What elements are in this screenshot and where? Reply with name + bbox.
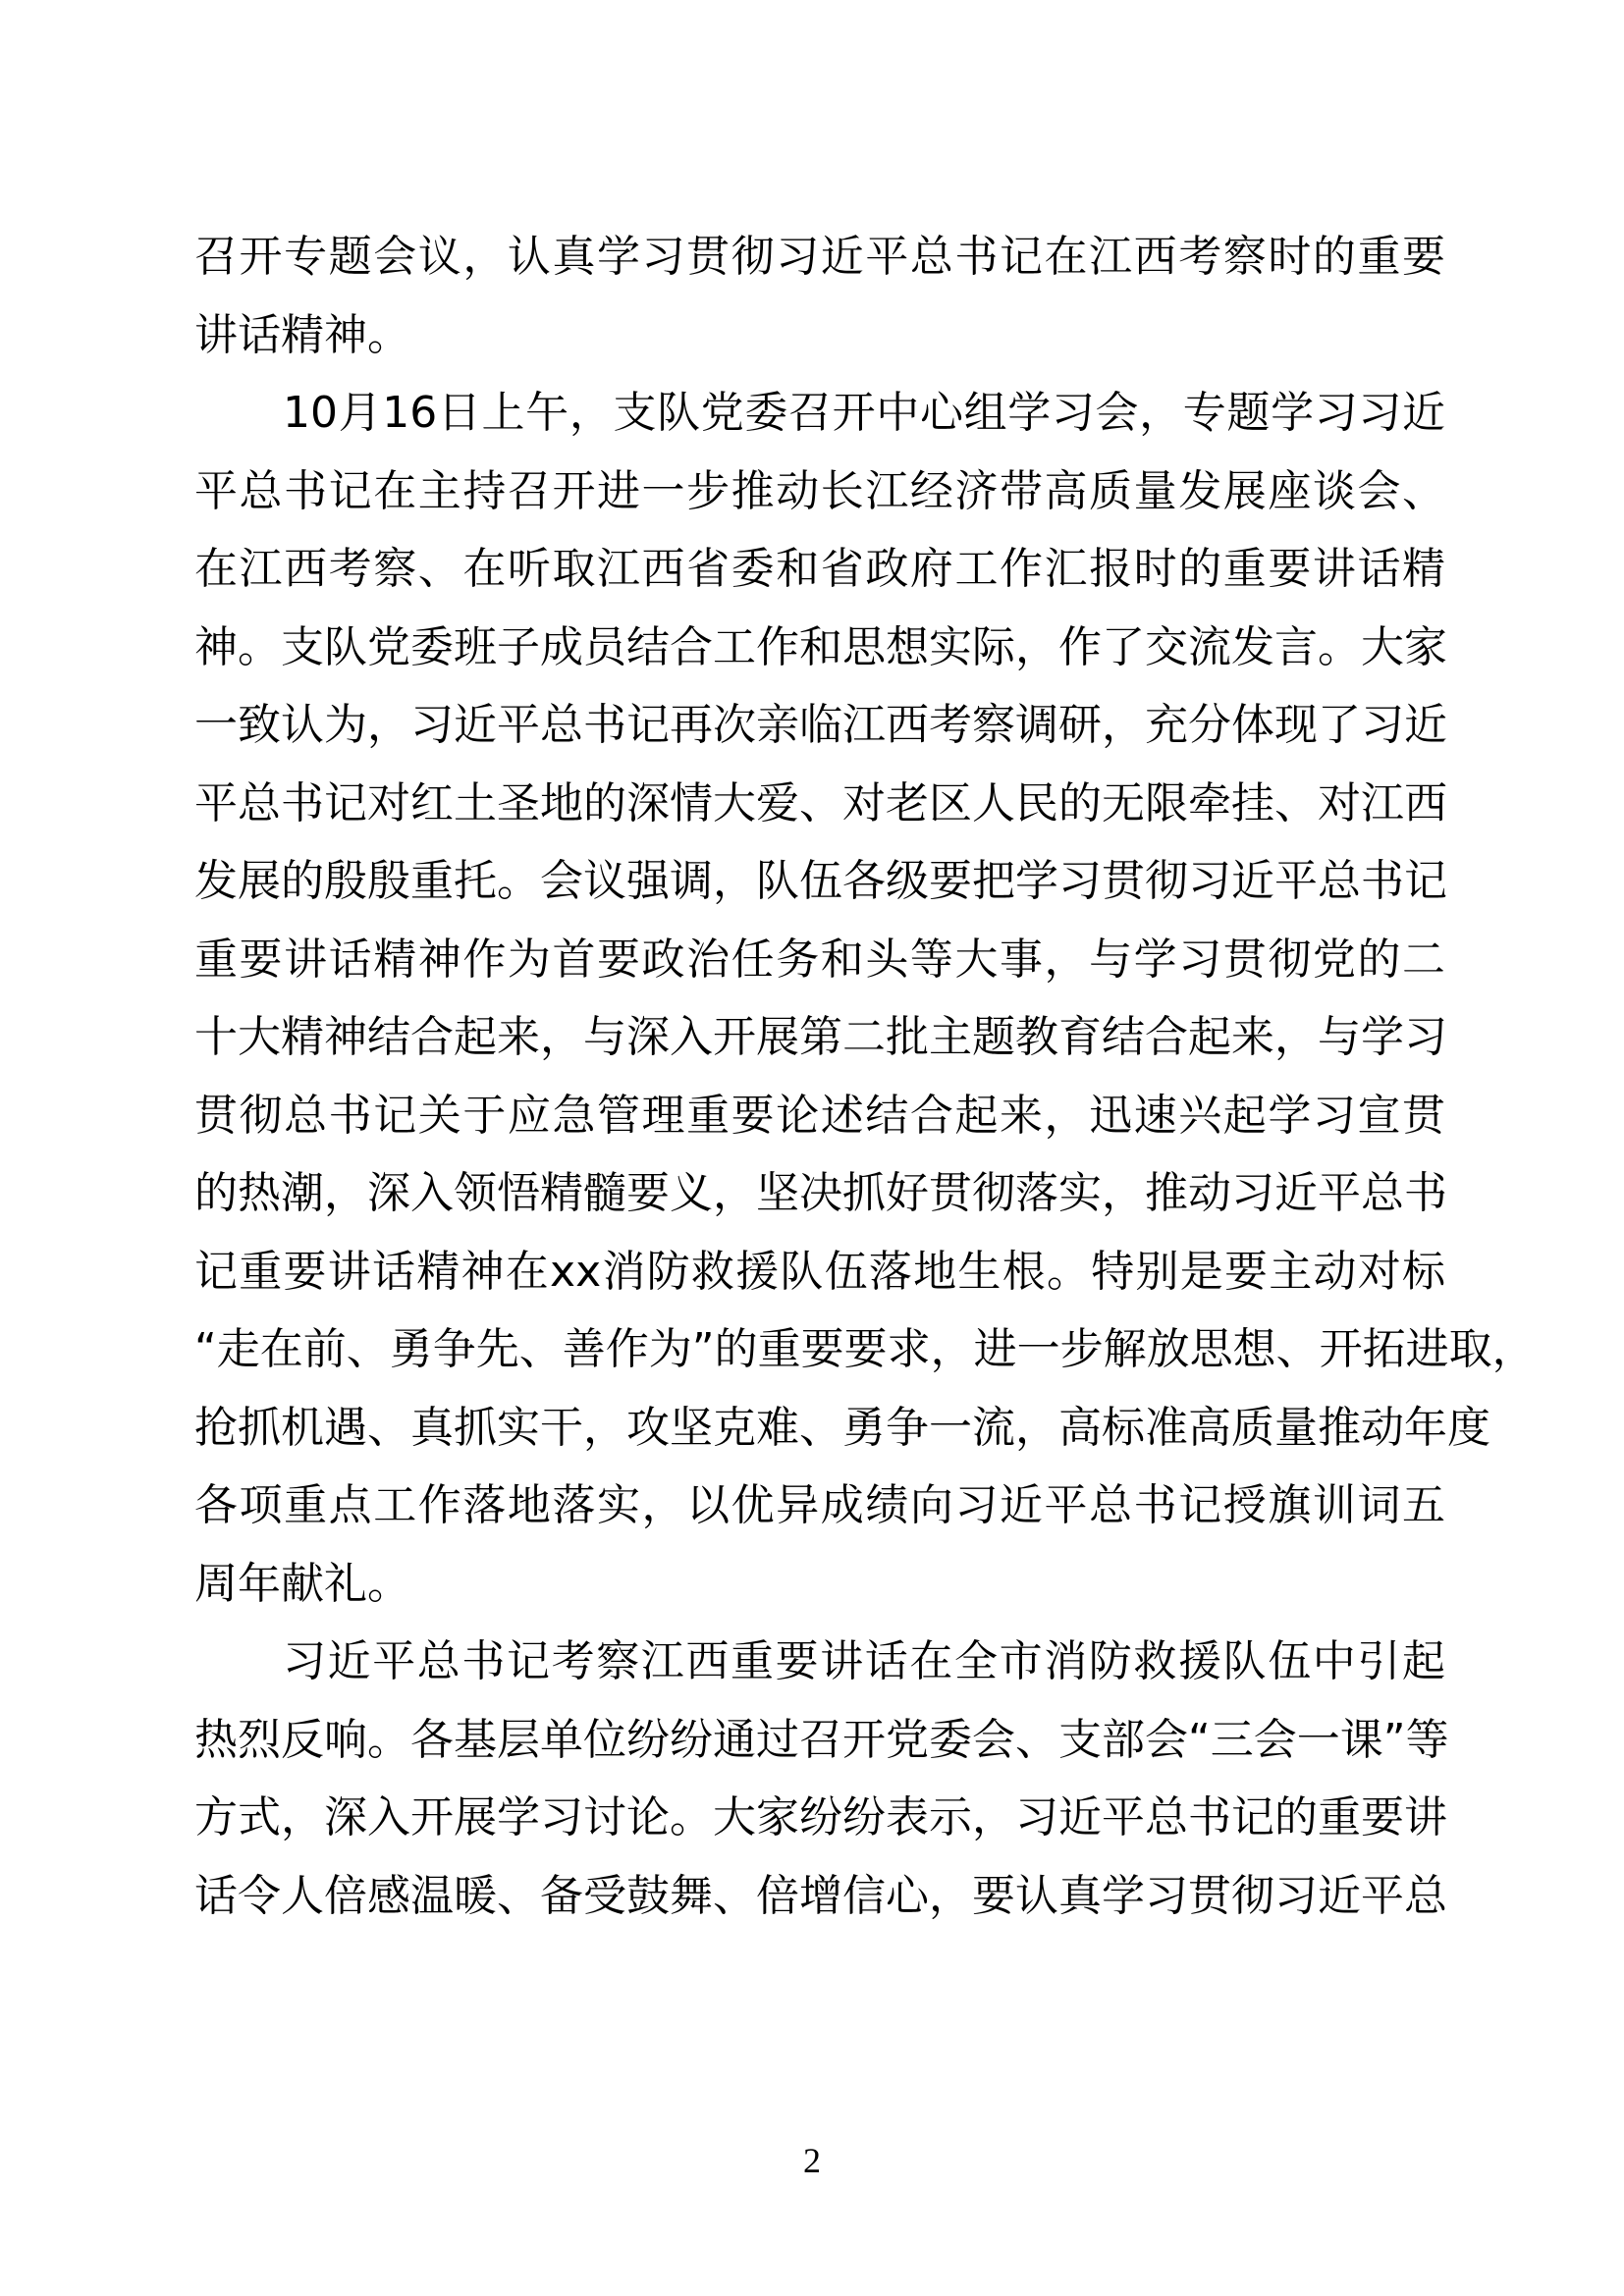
text-line: 重要讲话精神作为首要政治任务和头等大事，与学习贯彻党的二 [194,934,1445,985]
text-line: 话令人倍感温暖、备受鼓舞、倍增信心，要认真学习贯彻习近平总 [194,1870,1447,1921]
text-line: 神。支队党委班子成员结合工作和思想实际，作了交流发言。大家 [194,621,1447,672]
text-line: 各项重点工作落地落实，以优异成绩向习近平总书记授旗训词五 [194,1480,1445,1530]
text-line: 习近平总书记考察江西重要讲话在全市消防救援队伍中引起 [283,1636,1445,1686]
text-line: 的热潮，深入领悟精髓要义，坚决抓好贯彻落实，推动习近平总书 [194,1168,1447,1218]
page-number: 2 [803,2141,821,2180]
text-line: 发展的殷殷重托。会议强调，队伍各级要把学习贯彻习近平总书记 [194,856,1447,906]
text-line: 平总书记对红土圣地的深情大爱、对老区人民的无限牵挂、对江西 [194,777,1447,828]
text-line: 讲话精神。 [194,309,410,360]
text-line: “走在前、勇争先、善作为”的重要要求，进一步解放思想、开拓进取， [194,1324,1536,1374]
document-body [194,218,1536,1935]
text-line: 方式，深入开展学习讨论。大家纷纷表示，习近平总书记的重要讲 [194,1792,1447,1842]
paragraph [194,374,1536,1623]
text-line: 10月16日上午，支队党委召开中心组学习会，专题学习习近 [283,388,1445,438]
paragraph [194,1623,1449,1935]
text-line: 抢抓机遇、真抓实干，攻坚克难、勇争一流，高标准高质量推动年度 [194,1402,1490,1453]
text-line: 贯彻总书记关于应急管理重要论述结合起来，迅速兴起学习宣贯 [194,1090,1445,1141]
text-line: 召开专题会议，认真学习贯彻习近平总书记在江西考察时的重要 [194,232,1445,282]
paragraph [194,218,1445,374]
text-line: 在江西考察、在听取江西省委和省政府工作汇报时的重要讲话精 [194,544,1445,594]
text-line: 平总书记在主持召开进一步推动长江经济带高质量发展座谈会、 [194,465,1445,516]
text-line: 周年献礼。 [194,1558,410,1609]
text-line: 十大精神结合起来，与深入开展第二批主题教育结合起来，与学习 [194,1012,1447,1062]
text-line: 热烈反响。各基层单位纷纷通过召开党委会、支部会“三会一课”等 [194,1714,1449,1765]
text-line: 记重要讲话精神在xx消防救援队伍落地生根。特别是要主动对标 [194,1246,1445,1297]
text-line: 一致认为，习近平总书记再次亲临江西考察调研，充分体现了习近 [194,700,1447,750]
